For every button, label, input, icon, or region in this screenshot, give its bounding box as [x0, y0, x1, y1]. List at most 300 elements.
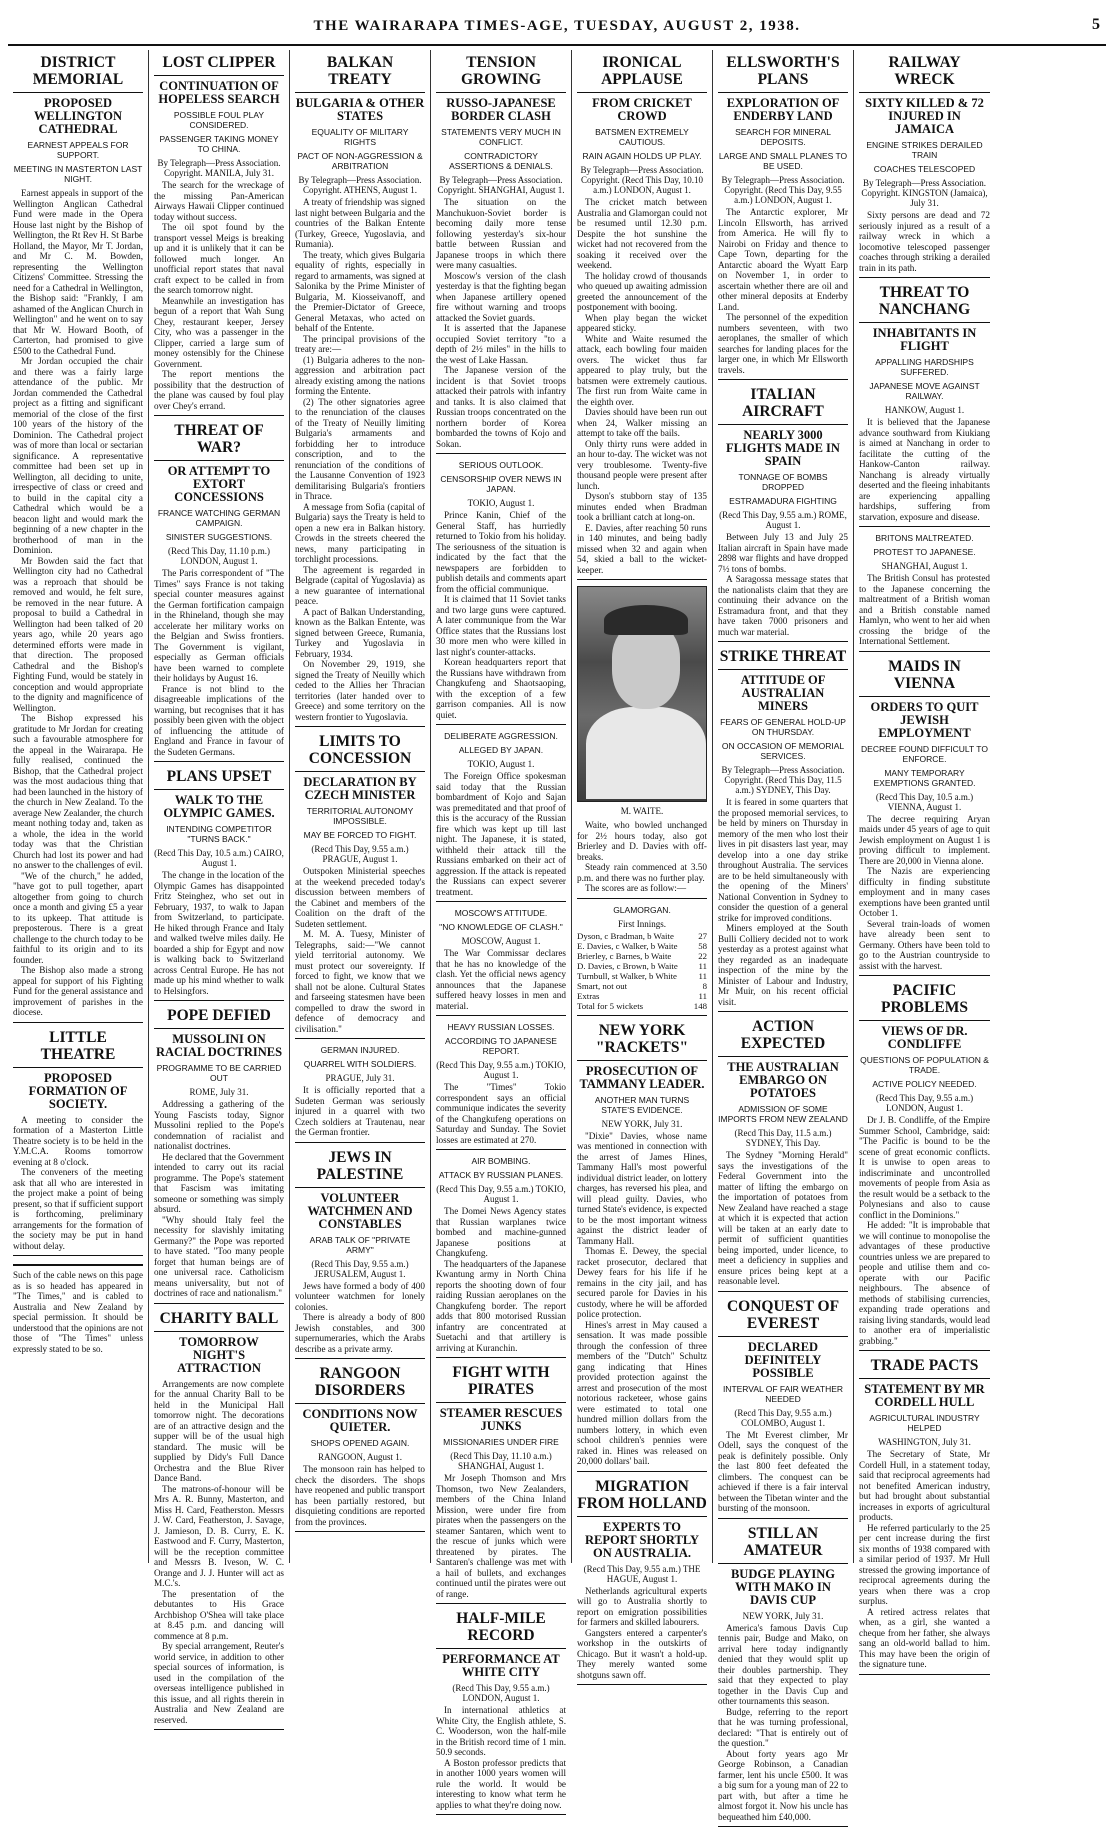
article-paragraph: The presentation of the debutantes to His Grace Archbishop O'Shea will take place at 8.45 p.m. and dancing will commence at 8 p.m.	[154, 1589, 284, 1642]
article-paragraph: Jews have formed a body of 400 volunteer watchmen for lonely colonies.	[295, 1281, 425, 1313]
article-paragraph: The Sydney "Morning Herald" says the investigations of the Federal Government into the matter of lifting the embargo on the importation of potatoes from New Zealand have reached a stage at which it is expected that action will be taken at an early date to permit of sufficient quantities being imported, under licence, to meet a deficiency in supplies and ensure prices being kept at a reasonable level.	[718, 1150, 848, 1287]
article-subhead: MAY BE FORCED TO FIGHT.	[295, 830, 425, 840]
article-headline: DISTRICT MEMORIAL	[13, 54, 143, 93]
article-paragraph: Mr Joseph Thomson and Mrs Thomson, two New Zealanders, members of the China Inland Mission, were under fire from pirates when the passengers on the steamer Santaren, which went to the rescue of junks which were threatened by pirates. The Santaren's challenge was met with a hail of bullets, and exchanges continued until the pirates were out of range.	[436, 1473, 566, 1599]
article-headline: STRIKE THREAT	[718, 648, 848, 670]
article-paragraph: The search for the wreckage of the missing Pan-American Airways Hawaii Clipper continued today without success.	[154, 180, 284, 222]
article-subhead: APPALLING HARDSHIPS SUFFERED.	[859, 357, 990, 377]
article-paragraph: The change in the location of the Olympic Games has disappointed Fritz Steinghez, who set out in February, 1937, to walk to Japan from Switzerland, to participate. He hiked through France and Italy and walked twelve miles daily. He boarded a ship for Egypt and now is walking back to Switzerland across Central Europe. He has not made up his mind whether to walk to Helsingfors.	[154, 870, 284, 996]
batsman: E. Davies, c Walker, b Waite	[577, 941, 692, 951]
article	[577, 820, 707, 899]
scorecard-row	[577, 981, 707, 991]
article-subhead: BUDGE PLAYING WITH MAKO IN DAVIS CUP	[718, 1568, 848, 1607]
article-subhead: TONNAGE OF BOMBS DROPPED	[718, 472, 848, 492]
article-subhead: RAIN AGAIN HOLDS UP PLAY.	[577, 151, 707, 161]
article-paragraph: Meanwhile an investigation has begun of a report that Wah Sung Chey, restaurant keeper, Jersey City, who was a passenger in the Clipper, carried a large sum of money ostensibly for the Chinese Government.	[154, 296, 284, 370]
article-dateline: By Telegraph—Press Association. Copyright. KINGSTON (Jamaica), July 31.	[859, 178, 990, 208]
article-subhead: MEETING IN MASTERTON LAST NIGHT.	[13, 164, 143, 184]
article-paragraph: A retired actress relates that when, as a girl, she wanted a cheque from her father, she always sang an old-world ballad to him. This may have been the origin of the signature tune.	[859, 1607, 990, 1670]
article-subhead: BATSMEN EXTREMELY CAUTIOUS.	[577, 127, 707, 147]
article-paragraph: Several train-loads of women have already been sent to Germany. Others have been told to go to the Austrian countryside to assist with the harvest.	[859, 919, 990, 972]
article-dateline: HANKOW, August 1.	[859, 405, 990, 415]
article-paragraph: The situation on the Manchukuon-Soviet border is becoming daily more tense following yesterday's six-hour battle between Russian and Japanese troops in which there were many casualties.	[436, 197, 566, 271]
article-paragraph: When play began the wicket appeared sticky.	[577, 313, 707, 334]
article-headline: TENSION GROWING	[436, 54, 566, 93]
article-paragraph: "Why should Italy feel the necessity for slavishly imitating Germany?" the Pope was reported to have stated. "Too many people forget that human beings are of one universal race. Catholicism means universality, but not of doctrines of race and nationalism."	[154, 1215, 284, 1299]
article-headline: THREAT OF WAR?	[154, 422, 284, 461]
column-5	[572, 50, 713, 1563]
article-paragraph: France is not blind to the disagreeable implications of the warning, but recognises that it has possibly been given with the object of influencing the attitude of England and France in favour of the Sudeten Germans.	[154, 684, 284, 758]
column-6	[713, 50, 854, 1563]
article-paragraph: A Saragossa message states that the nationalists claim that they are continuing their advance on the Estramadura front, and that they have taken 7000 prisoners and much war material.	[718, 574, 848, 637]
article-headline: MAIDS IN VIENNA	[859, 658, 990, 697]
article-subhead: "NO KNOWLEDGE OF CLASH."	[436, 922, 566, 932]
article-paragraph: M. M. A. Tuesy, Minister of Telegraphs, said:—"We cannot yield territorial autonomy. We must protect our sovereignty. If forced to fight, we know that we shall not be alone. Cultural States and farseeing statesmen have been compelled to draw the sword in defence of democracy and civilisation."	[295, 929, 425, 1034]
article-paragraph: The agreement is regarded in Belgrade (capital of Yugoslavia) as a new guarantee of international peace.	[295, 565, 425, 607]
runs: 27	[692, 931, 707, 941]
article-subhead: MUSSOLINI ON RACIAL DOCTRINES	[154, 1033, 284, 1059]
article-dateline: (Recd This Day, 9.55 a.m.) TOKIO, August 1.	[436, 1060, 566, 1080]
article-subhead: STATEMENT BY MR CORDELL HULL	[859, 1383, 990, 1409]
article	[718, 1525, 848, 1827]
article	[859, 658, 990, 977]
article-paragraph: A pact of Balkan Understanding, known as the Balkan Entente, was signed between Greece, Rumania, Turkey and Yugoslavia in February, 1934.	[295, 607, 425, 660]
article-paragraph: The scores are as follow:—	[577, 883, 707, 894]
article-paragraph: The report mentions the possibility that the destruction of the plane was caused by foul play over Chey's errand.	[154, 369, 284, 411]
article-paragraph: Earnest appeals in support of the Wellington Anglican Cathedral Fund were made in the Opera House last night by the Bishop of Wellington, the Rt Rev H. St Barbe Holland, the Mayor, Mr T. Jordan, and Mr C. M. Bowden, representing the Wellington Citizens' Committee. Stressing the need for a Cathedral in Wellington, the Bishop said: "Frankly, I am ashamed of the Anglican Church in Wellington" and he went on to say that Mr W. Howard Booth, of Carterton, had promised to give £500 to the Cathedral Fund.	[13, 188, 143, 356]
article	[154, 1007, 284, 1304]
article-paragraph: The "Times" Tokio correspondent says an official communique indicates the severity of the Changkufeng operations on Saturday and Sunday. The Soviet losses are estimated at 270.	[436, 1082, 566, 1145]
runs: 8	[692, 981, 707, 991]
article-subhead: LARGE AND SMALL PLANES TO BE USED.	[718, 151, 848, 171]
article-headline: RAILWAY WRECK	[859, 54, 990, 93]
article-paragraph: The Japanese version of the incident is that Soviet troops attacked their patrols with infantry and tanks. It is also claimed that Russian troops concentrated on the northern border of Korea bombarded the towns of Kojo and Sokan.	[436, 365, 566, 449]
article-subhead: DELIBERATE AGGRESSION.	[436, 731, 566, 741]
article-paragraph: Steady rain commenced at 3.50 p.m. and there was no further play.	[577, 862, 707, 883]
column-1	[8, 50, 149, 1563]
article-subhead: NEARLY 3000 FLIGHTS MADE IN SPAIN	[718, 429, 848, 468]
article-subhead: EQUALITY OF MILITARY RIGHTS	[295, 127, 425, 147]
article-dateline: (Recd This Day, 9.55 a.m.) JERUSALEM, August 1.	[295, 1259, 425, 1279]
article-paragraph: The conveners of the meeting ask that all who are interested in the project make a point of being present, so that if sufficient support is forthcoming, preliminary arrangements for the formation of the society may be put in hand without delay.	[13, 1167, 143, 1251]
article-dateline: By Telegraph—Press Association. Copyright. (Recd This Day, 9.55 a.m.) LONDON, August 1.	[718, 175, 848, 205]
article-dateline: ROME, July 31.	[154, 1087, 284, 1097]
article-subhead: PROGRAMME TO BE CARRIED OUT	[154, 1063, 284, 1083]
article	[718, 1298, 848, 1519]
article-dateline: PRAGUE, July 31.	[295, 1073, 425, 1083]
article-subhead: SHOPS OPENED AGAIN.	[295, 1438, 425, 1448]
article-paragraph: Addressing a gathering of the Young Fascists today, Signor Mussolini replied to the Pope's condemnation of racialist and nationalist doctrines.	[154, 1099, 284, 1152]
article-subhead: OR ATTEMPT TO EXTORT CONCESSIONS	[154, 465, 284, 504]
article-paragraph: Budge, referring to the report that he was turning professional, declared: "That is entirely out of the question."	[718, 1707, 848, 1749]
article-paragraph: Outspoken Ministerial speeches at the weekend preceded today's discussion between members of the Cabinet and members of the Coalition on the draft of the Sudeten settlement.	[295, 866, 425, 929]
scorecard-innings: First Innings.	[577, 919, 707, 929]
article-subhead: QUESTIONS OF POPULATION & TRADE.	[859, 1055, 990, 1075]
article-subhead: COACHES TELESCOPED	[859, 164, 990, 174]
article-headline: LIMITS TO CONCESSION	[295, 733, 425, 772]
article-headline: STILL AN AMATEUR	[718, 1525, 848, 1564]
article-subhead: INHABITANTS IN FLIGHT	[859, 327, 990, 353]
article-paragraph: The War Commissar declares that he has no knowledge of the clash. Yet the official news agency announces that the Japanese suffered heavy losses in men and material.	[436, 948, 566, 1011]
article	[295, 1365, 425, 1532]
article	[436, 908, 566, 1016]
article-dateline: (Recd This Day, 9.55 a.m.) ROME, August 1.	[718, 510, 848, 530]
article-paragraph: Mr Jordan occupied the chair and there was a fairly large attendance of the public. Mr Jordan commended the Cathedral project as a fitting and significant memorial of the close of the first 100 years of the history of the Dominion. The Cathedral project was of more than local or sectarian significance. A representative committee had been set up in Wellington, all deciding to unite, irrespective of class or creed and to build in the capital city a Cathedral which would be a beacon light and would mark the beginning of a new chapter in the brotherhood of man in the Dominion.	[13, 356, 143, 556]
scorecard-row	[577, 991, 707, 1001]
article-subhead: JAPANESE MOVE AGAINST RAILWAY.	[859, 381, 990, 401]
article-headline: ACTION EXPECTED	[718, 1018, 848, 1057]
article-subhead: CONTRADICTORY ASSERTIONS & DENIALS.	[436, 151, 566, 171]
article	[295, 733, 425, 1039]
batsman: Brierley, c Barnes, b Waite	[577, 951, 692, 961]
article-subhead: STATEMENTS VERY MUCH IN CONFLICT.	[436, 127, 566, 147]
article-paragraph: He added: "It is improbable that we will continue to monopolise the advantages of these productive countries unless we are prepared to people and utilise them and co-operate with our Pacific neighbours. The absence of methods of stabilising currencies, expanding trade operations and raising living standards, would lead to another era of imperialistic grabbing."	[859, 1220, 990, 1346]
article-paragraph: The Mt Everest climber, Mr Odell, says the conquest of the peak is definitely possible. Only the last 800 feet defeated the climbers. The conquest can be achieved if there is a fair interval between the Tibetan winter and the bursting of the monsoon.	[718, 1430, 848, 1514]
article-headline: TRADE PACTS	[859, 1357, 990, 1379]
article	[577, 1478, 707, 1686]
article	[718, 386, 848, 642]
article-paragraph: The treaty, which gives Bulgaria equality of rights, especially in regard to armaments, was signed at Salonika by the Prime Minister of Bulgaria, M. Kiosseivanoff, and the Premier-Dictator of Greece, General Metaxas, who acted on behalf of the Entente.	[295, 250, 425, 334]
article-paragraph: The Domei News Agency states that Russian warplanes twice bombed and machine-gunned Japanese positions at Changkufeng.	[436, 1206, 566, 1259]
article-dateline: By Telegraph—Press Association. Copyright. ATHENS, August 1.	[295, 175, 425, 195]
article-subhead: PERFORMANCE AT WHITE CITY	[436, 1653, 566, 1679]
column-2	[149, 50, 290, 1563]
article	[577, 1022, 707, 1472]
article-paragraph: Only thirty runs were added in an hour to-day. The wicket was not very troublesome. Twenty-five thousand people were present after lunch.	[577, 439, 707, 492]
article-paragraph: Netherlands agricultural experts will go to Australia shortly to report on emigration possibilities for farmers and skilled labourers.	[577, 1586, 707, 1628]
article-paragraph: E. Davies, after reaching 50 runs in 140 minutes, and being badly missed when 32 and again when 54, skied a ball to the wicket-keeper.	[577, 523, 707, 576]
photo-caption: M. WAITE.	[577, 806, 707, 816]
article-dateline: RANGOON, August 1.	[295, 1452, 425, 1462]
article-paragraph: The matrons-of-honour will be Mrs A. R. Bunny, Masterton, and Miss H. Card, Featherston. Messrs J. W. Card, Featherston, J. Savage, J. Jamieson, D. B. Curry, E. K. Eastwood and F. Curry, Masterton, will be the reception committee and Messrs B. Iveson, W. C. Orange and J. J. Hunter will act as M.C.'s.	[154, 1484, 284, 1589]
article-subhead: DECREE FOUND DIFFICULT TO ENFORCE.	[859, 744, 990, 764]
article-dateline: WASHINGTON, July 31.	[859, 1437, 990, 1447]
article-paragraph: The holiday crowd of thousands who queued up awaiting admission greeted the announcement of the postponement with booing.	[577, 271, 707, 313]
article	[295, 54, 425, 727]
article-subhead: TOMORROW NIGHT'S ATTRACTION	[154, 1336, 284, 1375]
article-paragraph: Thomas E. Dewey, the special racket prosecutor, declared that Dewey fears for his life if he remains in the city jail, and has secured parole for Davies in his custody, where he will be afforded police protection.	[577, 1246, 707, 1320]
article-dateline: TOKIO, August 1.	[436, 759, 566, 769]
scorecard-row	[577, 941, 707, 951]
article-headline: PLANS UPSET	[154, 768, 284, 790]
article-paragraph: The Antarctic explorer, Mr Lincoln Ellsworth, has arrived from America. He will fly to Nairobi on Friday and thence to Cape Town, departing for the Antarctic aboard the Wyatt Earp on November 1, in order to ascertain whether there are oil and other mineral deposits at Enderby Land.	[718, 207, 848, 312]
runs: 22	[692, 951, 707, 961]
article	[436, 1364, 566, 1604]
article-dateline: TOKIO, August 1.	[436, 498, 566, 508]
masthead	[8, 4, 1106, 46]
article-dateline: (Recd This Day, 10.5 a.m.) CAIRO, August 1.	[154, 848, 284, 868]
batsman: Dyson, c Bradman, b Waite	[577, 931, 692, 941]
article	[436, 54, 566, 454]
article	[295, 1149, 425, 1360]
article-subhead: MISSIONARIES UNDER FIRE	[436, 1437, 566, 1447]
article-headline: LOST CLIPPER	[154, 54, 284, 76]
article	[577, 54, 707, 580]
article-headline: MIGRATION FROM HOLLAND	[577, 1478, 707, 1517]
article-headline: ITALIAN AIRCRAFT	[718, 386, 848, 425]
article-subhead: VOLUNTEER WATCHMEN AND CONSTABLES	[295, 1192, 425, 1231]
article-headline: BALKAN TREATY	[295, 54, 425, 93]
article	[436, 731, 566, 902]
article-paragraph: America's famous Davis Cup tennis pair, Budge and Mako, on arrival here today indignantly denied that they would split up their doubles partnership. They said that they expected to play together in the Davis Cup and other tournaments this season.	[718, 1623, 848, 1707]
article-dateline: MOSCOW, August 1.	[436, 936, 566, 946]
article-paragraph: Hines's arrest in May caused a sensation. It was made possible through the confession of three members of the "Dutch" Schultz gang indicating that Hines provided protection against the arrest and prosecution of the most notorious racketeer, whose gains were estimated to total one hundred million dollars from the numbers lottery, in which even school children's pennies were raked in. Hines was released on 20,000 dollars' bail.	[577, 1320, 707, 1467]
article-dateline: (Recd This Day, 11.5 a.m.) SYDNEY, This Day.	[718, 1128, 848, 1148]
article-headline: JEWS IN PALESTINE	[295, 1149, 425, 1188]
article-subhead: STEAMER RESCUES JUNKS	[436, 1407, 566, 1433]
article-paragraph: About forty years ago Mr George Robinson, a Canadian farmer, lent his uncle £500. It was a big sum for a young man of 22 to part with, but after a time he almost forgot it. Now his uncle has bequeathed him £40,000.	[718, 1749, 848, 1823]
article-subhead: ANOTHER MAN TURNS STATE'S EVIDENCE.	[577, 1095, 707, 1115]
article-subhead: ESTRAMADURA FIGHTING	[718, 496, 848, 506]
article-headline: PACIFIC PROBLEMS	[859, 982, 990, 1021]
article-headline: HALF-MILE RECORD	[436, 1610, 566, 1649]
column-4	[431, 50, 572, 1563]
article-paragraph: White and Waite resumed the attack, each bowling four maiden overs. The wicket thus far appeared to play truly, but the batsmen were extremely cautious. The first run from Waite came in the eighth over.	[577, 334, 707, 408]
article	[154, 768, 284, 1001]
article-dateline: By Telegraph—Press Association. Copyright. (Recd This Day, 11.5 a.m.) SYDNEY, This Day.	[718, 765, 848, 795]
article-subhead: CONTINUATION OF HOPELESS SEARCH	[154, 80, 284, 106]
article-paragraph: A meeting to consider the formation of a Masterton Little Theatre society is to be held in the Y.M.C.A. Rooms tomorrow evening at 8 o'clock.	[13, 1115, 143, 1168]
article-subhead: ALLEGED BY JAPAN.	[436, 745, 566, 755]
scorecard-total-row	[577, 1001, 707, 1011]
article-paragraph: The Secretary of State, Mr Cordell Hull, in a statement today, said that reciprocal agreements had not benefited American industry, but had brought about substantial increases in exports of agricultural products.	[859, 1449, 990, 1523]
article-subhead: BULGARIA & OTHER STATES	[295, 97, 425, 123]
article-paragraph: The cricket match between Australia and Glamorgan could not be resumed until 12.30 p.m. Despite the hot sunshine the wicket had not recovered from the soaking it received over the weekend.	[577, 197, 707, 271]
article-subhead: ATTACK BY RUSSIAN PLANES.	[436, 1170, 566, 1180]
article-subhead: QUARREL WITH SOLDIERS.	[295, 1059, 425, 1069]
article-subhead: WALK TO THE OLYMPIC GAMES.	[154, 794, 284, 820]
article-subhead: ACCORDING TO JAPANESE REPORT.	[436, 1036, 566, 1056]
article	[859, 54, 990, 278]
article-subhead: SINISTER SUGGESTIONS.	[154, 532, 284, 542]
article-headline: POPE DEFIED	[154, 1007, 284, 1029]
article-dateline: (Recd This Day, 9.55 a.m.) TOKIO, August 1.	[436, 1184, 566, 1204]
article-subhead: SEARCH FOR MINERAL DEPOSITS.	[718, 127, 848, 147]
article-dateline: By Telegraph—Press Association. Copyright. (Recd This Day, 10.10 a.m.) LONDON, August 1.	[577, 165, 707, 195]
article-subhead: GERMAN INJURED.	[295, 1045, 425, 1055]
article-paragraph: The principal provisions of the treaty are:—	[295, 334, 425, 355]
runs: 58	[692, 941, 707, 951]
article-dateline: (Recd This Day, 9.55 a.m.) LONDON, August 1.	[859, 1093, 990, 1113]
article-subhead: PROTEST TO JAPANESE.	[859, 547, 990, 557]
article	[718, 648, 848, 1012]
article-subhead: MANY TEMPORARY EXEMPTIONS GRANTED.	[859, 768, 990, 788]
article-paragraph: The British Consul has protested to the Japanese concerning the maltreatment of a British woman and a British constable named Hamlyn, who went to her aid when crossing the bridge of the International Settlement.	[859, 573, 990, 647]
article-paragraph: Sixty persons are dead and 72 seriously injured as a result of a railway wreck in which a locomotive telescoped passenger coaches through striking a derailed train in its path.	[859, 210, 990, 273]
article-dateline: (Recd This Day, 11.10 a.m.) SHANGHAI, August 1.	[436, 1451, 566, 1471]
article-headline: ELLSWORTH'S PLANS	[718, 54, 848, 93]
article-subhead: PASSENGER TAKING MONEY TO CHINA.	[154, 134, 284, 154]
article-paragraph: Moscow's version of the clash yesterday is that the fighting began when Japanese artillery opened fire without warning and troops attacked the Soviet guards.	[436, 271, 566, 324]
article-paragraph: The Foreign Office spokesman said today that the Russian bombardment of Kojo and Sajan was premeditated and that proof of this is the accuracy of the Russian fire which was kept up till last night. The Japanese, it is stated, withheld their attack till the Russians embarked on their act of aggression. If the attack is repeated the Russians can expect severer treatment.	[436, 771, 566, 897]
article-paragraph: The Nazis are experiencing difficulty in finding substitute employment and in many cases exemptions have been granted until October 1.	[859, 866, 990, 919]
article	[436, 1610, 566, 1815]
article-paragraph: He referred particularly to the 25 per cent increase during the first six months of 1938 compared with a similar period of 1937. Mr Hull stressed the growing importance of reciprocal agreements during the years when there was a crop surplus.	[859, 1523, 990, 1607]
article-subhead: SERIOUS OUTLOOK.	[436, 460, 566, 470]
article-subhead: ATTITUDE OF AUSTRALIAN MINERS	[718, 674, 848, 713]
photo-face	[612, 623, 680, 709]
article-headline: IRONICAL APPLAUSE	[577, 54, 707, 93]
article-paragraph: (1) Bulgaria adheres to the non-aggression and arbitration pact already existing among the nations forming the Entente.	[295, 355, 425, 397]
article	[436, 1156, 566, 1358]
article-paragraph: Mr Bowden said the fact that Wellington city had no Cathedral was a reproach that should be removed and would, he felt sure, be removed in the near future. A proposal to build a Cathedral in Wellington had been talked of 20 years ago, while 20 years ago determined efforts were made in that direction. The proposed Cathedral and the Bishop's Fighting Fund, would be stately in conception and would appropriate to the dignity and magnificence of Wellington.	[13, 556, 143, 714]
article-subhead: CENSORSHIP OVER NEWS IN JAPAN.	[436, 474, 566, 494]
article-subhead: FROM CRICKET CROWD	[577, 97, 707, 123]
article-subhead: PROPOSED FORMATION OF SOCIETY.	[13, 1072, 143, 1111]
article-paragraph: Dyson's stubborn stay of 135 minutes ended when Bradman took a brilliant catch at long-on.	[577, 491, 707, 523]
article-paragraph: "Dixie" Davies, whose name was mentioned in connection with the arrest of James Hines, Tammany Hall's most powerful individual district leader, on lottery charges, has reversed his plea, and will plead guilty. Davies, who turned State's evidence, is expected to be the most important witness against the district leader of Tammany Hall.	[577, 1131, 707, 1247]
article-subhead: ACTIVE POLICY NEEDED.	[859, 1079, 990, 1089]
article-subhead: ENGINE STRIKES DERAILED TRAIN	[859, 140, 990, 160]
article-subhead: EARNEST APPEALS FOR SUPPORT.	[13, 140, 143, 160]
total-label: Total for 5 wickets	[577, 1001, 692, 1011]
article-paragraph: Davies should have been run out when 24, Walker missing an attempt to take off the bails.	[577, 407, 707, 439]
article-paragraph: Between July 13 and July 25 Italian aircraft in Spain have made 2898 war flights and have dropped 7½ tons of bombs.	[718, 532, 848, 574]
cable-news-footnote: Such of the cable news on this page as is so headed has appeared in "The Times," and is cabled to Australia and New Zealand by special permission. It should be understood that the opinions are not those of "The Times" unless expressly stated to be so.	[13, 1264, 143, 1354]
article-dateline: NEW YORK, July 31.	[718, 1611, 848, 1621]
article-paragraph: It is asserted that the Japanese occupied Soviet territory "to a depth of 2½ miles" in the hills to the west of Lake Hassan.	[436, 323, 566, 365]
scorecard-row	[577, 961, 707, 971]
article-dateline: By Telegraph—Press Association. Copyright. SHANGHAI, August 1.	[436, 175, 566, 195]
article-dateline: (Recd This Day, 9.55 a.m.) PRAGUE, August 1.	[295, 844, 425, 864]
article-subhead: ON OCCASION OF MEMORIAL SERVICES.	[718, 741, 848, 761]
masthead-title: THE WAIRARAPA TIMES-AGE, TUESDAY, AUGUST 2, 1938.	[8, 18, 1106, 35]
article-subhead: VIEWS OF DR. CONDLIFFE	[859, 1025, 990, 1051]
portrait-photo	[577, 586, 707, 802]
article-paragraph: Prince Kanin, Chief of the General Staff, has hurriedly returned to Tokio from his holiday. The seriousness of the situation is indicated by the fact that the newspapers are forbidden to publish details and comments apart from the official communique.	[436, 510, 566, 594]
scorecard	[577, 905, 707, 1016]
article-dateline: (Recd This Day, 10.5 a.m.) VIENNA, August 1.	[859, 792, 990, 812]
article-subhead: PROPOSED WELLINGTON CATHEDRAL	[13, 97, 143, 136]
article-subhead: CONDITIONS NOW QUIETER.	[295, 1408, 425, 1434]
batsman: Turnbull, st Walker, b White	[577, 971, 692, 981]
article-headline: RANGOON DISORDERS	[295, 1365, 425, 1404]
photo-cap	[604, 605, 688, 635]
article-dateline: By Telegraph—Press Association. Copyright. MANILA, July 31.	[154, 158, 284, 178]
runs: 11	[692, 991, 707, 1001]
article-paragraph: He declared that the Government intended to carry out its racial programme. The Pope's statement that Fascism was imitating someone or something was simply absurd.	[154, 1152, 284, 1215]
article	[718, 1018, 848, 1292]
article-paragraph: Gangsters entered a carpenter's workshop in the outskirts of Chicago. But it wasn't a hold-up. They merely wanted some shotguns sawn off.	[577, 1628, 707, 1681]
article-dateline: SHANGHAI, August 1.	[859, 561, 990, 571]
article	[859, 982, 990, 1351]
article-paragraph: The Bishop also made a strong appeal for support of his Fighting Fund for the general assistance and improvement of parishes in the diocese.	[13, 965, 143, 1018]
article-paragraph: The Bishop expressed his gratitude to Mr Jordan for creating such a favourable atmosphere for the appeal in the Wairarapa. He fully realised, continued the Bishop, that the Cathedral project was the most audacious thing that had been launched in the history of the church in New Zealand. To the average New Zealander, the church meant nothing today and, taken as a whole, the idea in the world today was that the Christian Church had lost its power and had no answer to the challenges of evil.	[13, 713, 143, 871]
article	[154, 1310, 284, 1731]
runs: 11	[692, 961, 707, 971]
article-paragraph: A treaty of friendship was signed last night between Bulgaria and the countries of the Balkan Entente (Turkey, Greece, Yugoslavia, and Rumania).	[295, 197, 425, 250]
article-paragraph: Miners employed at the South Bulli Colliery decided not to work yesterday as a protest against what they regarded as an inadequate inspection of the mine by the Minister of Labour and Industry, Mr Muir, on his recent official visit.	[718, 923, 848, 1007]
article-paragraph: Korean headquarters report that the Russians have withdrawn from Changkufeng and Shaotsaoping, with the exception of a few garrison companies. All is now quiet.	[436, 657, 566, 720]
batsman: D. Davies, c Brown, b Waite	[577, 961, 692, 971]
article-subhead: PROSECUTION OF TAMMANY LEADER.	[577, 1065, 707, 1091]
article-paragraph: The personnel of the expedition numbers seventeen, with two aeroplanes, the smaller of which searches for landing places for the larger one, in which Mr Ellsworth travels.	[718, 312, 848, 375]
article	[13, 54, 143, 1023]
article-subhead: SIXTY KILLED & 72 INJURED IN JAMAICA	[859, 97, 990, 136]
article-subhead: THE AUSTRALIAN EMBARGO ON POTATOES	[718, 1061, 848, 1100]
article-subhead: PACT OF NON-AGGRESSION & ARBITRATION	[295, 151, 425, 171]
article-subhead: EXPERTS TO REPORT SHORTLY ON AUSTRALIA.	[577, 1521, 707, 1560]
article-paragraph: (2) The other signatories agree to the renunciation of the clauses of the Treaty of Neuilly limiting Bulgaria's armaments and forbidding her to introduce conscription, and to the renunciation of the conditions of the Lausanne Convention of 1923 demilitarising Bulgaria's frontiers in Thrace.	[295, 397, 425, 502]
article-paragraph: The oil spot found by the transport vessel Meigs is breaking up and it is unlikely that it can be followed much longer. An unofficial report states that naval craft expect to be called in from the search tomorrow night.	[154, 222, 284, 296]
article	[436, 1022, 566, 1150]
article	[154, 54, 284, 416]
article-paragraph: A message from Sofia (capital of Bulgaria) says the Treaty is held to open a new era in Balkan history. Crowds in the streets cheered the news, many participating in torchlight processions.	[295, 502, 425, 565]
article	[859, 1357, 990, 1675]
total-runs: 148	[692, 1001, 707, 1011]
article-paragraph: A Boston professor predicts that in another 1000 years women will rule the world. It would be interesting to know what term he applies to what they're doing now.	[436, 1758, 566, 1811]
article-subhead: ARAB TALK OF "PRIVATE ARMY"	[295, 1235, 425, 1255]
article-subhead: FRANCE WATCHING GERMAN CAMPAIGN.	[154, 508, 284, 528]
article-dateline: NEW YORK, July 31.	[577, 1119, 707, 1129]
article-subhead: ADMISSION OF SOME IMPORTS FROM NEW ZEALAND	[718, 1104, 848, 1124]
article-paragraph: On November 29, 1919, she signed the Treaty of Neuilly which ceded to the Allies her Thracian territories (later handed over to Greece) and some territory on the western frontier to Yugoslavia.	[295, 659, 425, 722]
article-subhead: EXPLORATION OF ENDERBY LAND	[718, 97, 848, 123]
article	[859, 533, 990, 652]
article	[436, 460, 566, 725]
article-subhead: DECLARATION BY CZECH MINISTER	[295, 776, 425, 802]
article-paragraph: The decree requiring Aryan maids under 45 years of age to quit Jewish employment on August 1 is proving difficult to implement. There are 20,000 in Vienna alone.	[859, 814, 990, 867]
article-paragraph: It is believed that the Japanese advance southward from Kiukiang is aimed at Nanchang in order to facilitate the cutting of the Hankow-Canton railway. Nanchang is already virtually deserted and the fleeing inhabitants are experiencing appalling hardships, suffering from starvation, exposure and disease.	[859, 417, 990, 522]
article-subhead: DECLARED DEFINITELY POSSIBLE	[718, 1341, 848, 1380]
page-number: 5	[1092, 16, 1100, 34]
article-subhead: MOSCOW'S ATTITUDE.	[436, 908, 566, 918]
article-paragraph: It is officially reported that a Sudeten German was seriously injured in a quarrel with two Czech soldiers at Trautenau, near the German frontier.	[295, 1085, 425, 1138]
article-subhead: INTENDING COMPETITOR "TURNS BACK."	[154, 824, 284, 844]
article	[295, 1045, 425, 1143]
batsman: Smart, not out	[577, 981, 692, 991]
column-7	[854, 50, 995, 1563]
article-subhead: AIR BOMBING.	[436, 1156, 566, 1166]
article-subhead: AGRICULTURAL INDUSTRY HELPED	[859, 1413, 990, 1433]
scorecard-table	[577, 931, 707, 1011]
article-subhead: BRITONS MALTREATED.	[859, 533, 990, 543]
runs: 11	[692, 971, 707, 981]
article-paragraph: The monsoon rain has helped to check the disorders. The shops have reopened and public transport has been partially restored, but disquieting conditions are reported from the provinces.	[295, 1464, 425, 1527]
article	[13, 1029, 143, 1257]
article-paragraph: By special arrangement, Reuter's world service, in addition to other special sources of information, is used in the compilation of the overseas intelligence published in this issue, and all rights therein in Australia and New Zealand are reserved.	[154, 1641, 284, 1725]
article-paragraph: The Paris correspondent of "The Times" says France is not taking special counter measures against the German fortification campaign in the Rhineland, though she may accelerate her military works on the Belgian and Swiss frontiers. The Government is vigilant, especially as German officials have been warned to complete their holidays by August 16.	[154, 568, 284, 684]
article-subhead: TERRITORIAL AUTONOMY IMPOSSIBLE.	[295, 806, 425, 826]
article	[718, 54, 848, 380]
scorecard-row	[577, 971, 707, 981]
article-paragraph: In international athletics at White City, the English athlete, S. C. Wooderson, won the half-mile in the British record time of 1 min. 50.9 seconds.	[436, 1705, 566, 1758]
article-dateline: (Recd This Day, 9.55 a.m.) THE HAGUE, August 1.	[577, 1564, 707, 1584]
photo-shirt	[586, 707, 706, 799]
article-paragraph: It is claimed that 11 Soviet tanks and two large guns were captured. A later communique from the War Office states that the Russians lost 30 more men who were killed in last night's counter-attacks.	[436, 594, 566, 657]
article-paragraph: Dr J. B. Condliffe, of the Empire Summer School, Cambridge, said: "The Pacific is bound to be the scene of great economic conflicts. It is unwise to open areas to indiscriminate and uncontrolled movements of people from Asia as the result would be a setback to the Polynesians and also to cause conflict in the Dominions."	[859, 1115, 990, 1220]
article-paragraph: The headquarters of the Japanese Kwantung army in North China reports the shooting down of four raiding Russian aeroplanes on the Changkufeng border. The report adds that 800 motorised Russian infantry are concentrated at Suetachi and that artillery is arriving at Kuranchin.	[436, 1259, 566, 1354]
scorecard-row	[577, 931, 707, 941]
article-subhead: HEAVY RUSSIAN LOSSES.	[436, 1022, 566, 1032]
article-dateline: (Recd This Day, 9.55 a.m.) LONDON, August 1.	[436, 1683, 566, 1703]
article-headline: LITTLE THEATRE	[13, 1029, 143, 1068]
article-headline: THREAT TO NANCHANG	[859, 284, 990, 323]
article-dateline: (Recd This Day, 9.55 a.m.) COLOMBO, August 1.	[718, 1408, 848, 1428]
article-headline: CONQUEST OF EVEREST	[718, 1298, 848, 1337]
article-headline: CHARITY BALL	[154, 1310, 284, 1332]
article-paragraph: Arrangements are now complete for the annual Charity Ball to be held in the Municipal Hall tomorrow night. The decorations are of an attractive design and the supper will be of the usual high standard. The music will be supplied by Didy's Full Dance Orchestra and the Blue River Dance Band.	[154, 1379, 284, 1484]
article-paragraph: Waite, who bowled unchanged for 2½ hours today, also got Brierley and D. Davies with off-breaks.	[577, 820, 707, 862]
scorecard-row	[577, 951, 707, 961]
article-subhead: INTERVAL OF FAIR WEATHER NEEDED	[718, 1384, 848, 1404]
article-subhead: FEARS OF GENERAL HOLD-UP ON THURSDAY.	[718, 717, 848, 737]
column-3	[290, 50, 431, 1563]
scorecard-team: GLAMORGAN.	[577, 905, 707, 915]
article-subhead: POSSIBLE FOUL PLAY CONSIDERED.	[154, 110, 284, 130]
article-paragraph: "We of the church," he added, "have got to pull together, apart altogether from going to church once a month and giving £5 a year to its upkeep. That attitude is preposterous. There is a great challenge to the church today to be faithful to its origin and to its founder.	[13, 871, 143, 966]
batsman: Extras	[577, 991, 692, 1001]
